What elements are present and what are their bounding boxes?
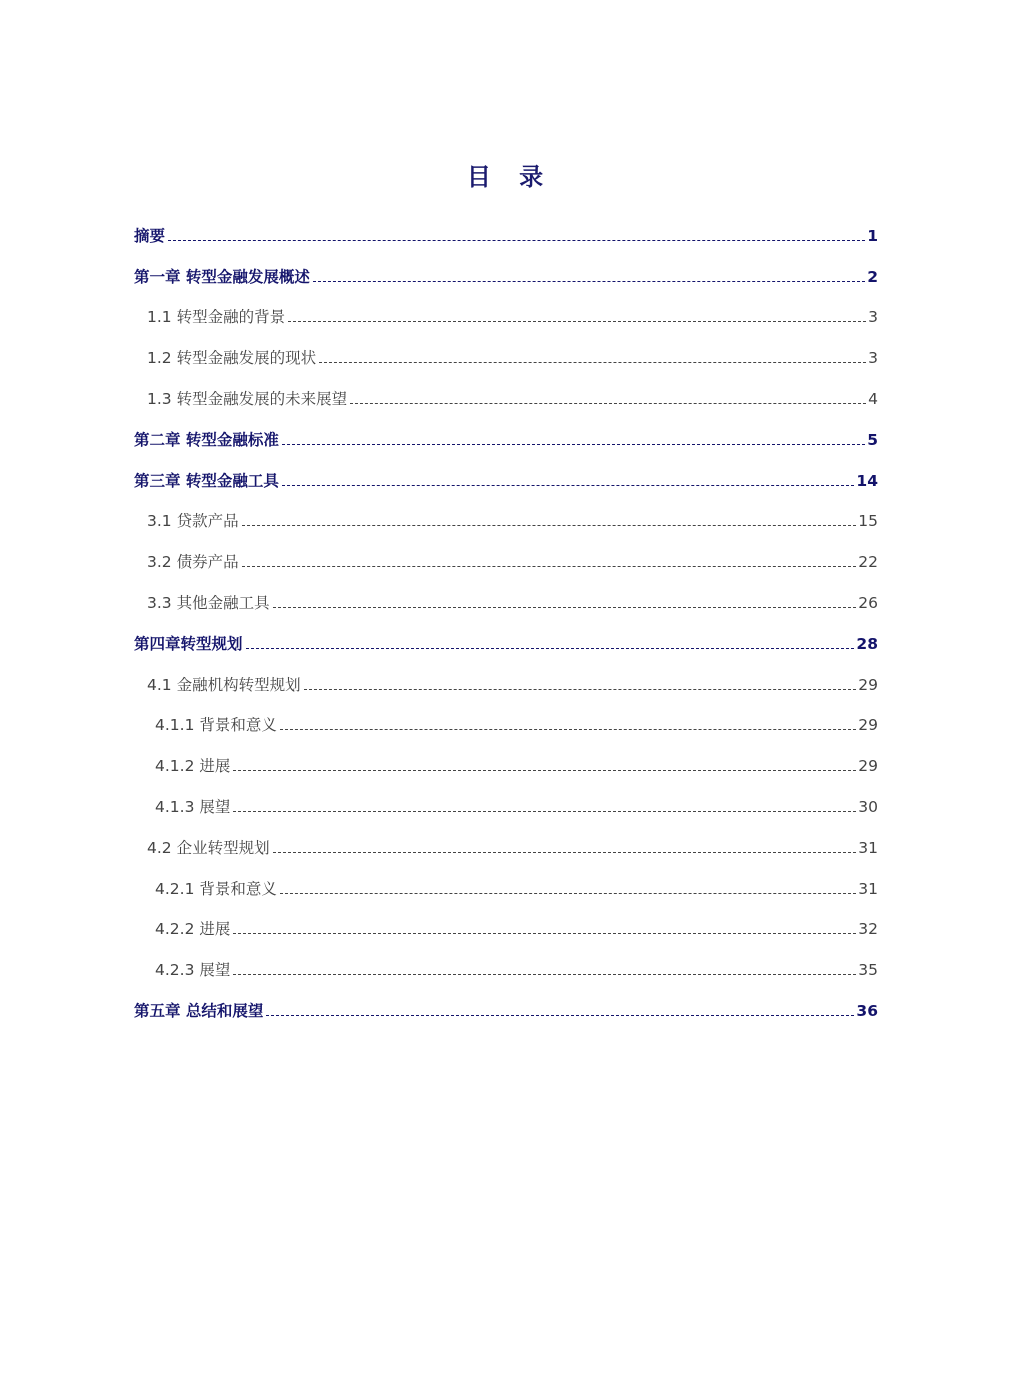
dotted-leader [304, 689, 857, 690]
toc-page-number: 4 [868, 389, 878, 408]
toc-entry-label: 3.1 贷款产品 [147, 512, 239, 531]
toc-entry[interactable] [134, 293, 878, 334]
toc-page-number: 1 [867, 226, 878, 245]
dotted-leader [319, 362, 866, 363]
toc-entry-label: 4.2.2 进展 [155, 920, 231, 939]
toc-entry-label: 4.2.1 背景和意义 [155, 879, 277, 898]
toc-entry-label: 第四章转型规划 [134, 634, 243, 653]
toc-entry-label: 第五章 总结和展望 [134, 1001, 264, 1020]
toc-page-number: 31 [858, 879, 878, 898]
dotted-leader [280, 893, 856, 894]
toc-entry[interactable] [134, 456, 878, 497]
toc-entry-label: 第三章 转型金融工具 [134, 471, 279, 490]
dotted-leader [350, 403, 866, 404]
toc-entry-label: 1.2 转型金融发展的现状 [147, 349, 317, 368]
dotted-leader [242, 566, 857, 567]
dotted-leader [246, 648, 855, 649]
toc-page-number: 36 [856, 1001, 878, 1020]
toc-page-number: 22 [858, 553, 878, 572]
toc-entry-label: 3.3 其他金融工具 [147, 593, 270, 612]
toc-entry[interactable] [134, 619, 878, 660]
toc-entry-label: 4.1.2 进展 [155, 757, 231, 776]
toc-entry-label: 第二章 转型金融标准 [134, 430, 279, 449]
toc-entry-label: 1.1 转型金融的背景 [147, 308, 286, 327]
toc-entry[interactable] [134, 986, 878, 1027]
toc-entry-label: 摘要 [134, 226, 166, 245]
toc-entry[interactable] [134, 945, 878, 986]
toc-page-number: 26 [858, 593, 878, 612]
toc-page-number: 15 [858, 512, 878, 531]
toc-page-number: 29 [858, 757, 878, 776]
toc-entry-label: 4.2.3 展望 [155, 961, 231, 980]
dotted-leader [233, 974, 856, 975]
toc-entry[interactable] [134, 701, 878, 742]
dotted-leader [282, 444, 865, 445]
toc-page-number: 2 [867, 267, 878, 286]
toc-title: 目 录 [466, 163, 554, 191]
dotted-leader [313, 281, 865, 282]
toc-entry[interactable] [134, 578, 878, 619]
toc-entry[interactable] [134, 211, 878, 252]
toc-entry[interactable] [134, 415, 878, 456]
toc-entry-label: 4.1 金融机构转型规划 [147, 675, 301, 694]
toc-page-number: 31 [858, 838, 878, 857]
toc-entry[interactable] [134, 905, 878, 946]
toc-entry-label: 4.2 企业转型规划 [147, 838, 270, 857]
toc-entry[interactable] [134, 782, 878, 823]
toc-entry-label: 4.1.3 展望 [155, 797, 231, 816]
dotted-leader [280, 729, 856, 730]
dotted-leader [282, 485, 855, 486]
toc-entry[interactable] [134, 823, 878, 864]
toc-entry-label: 4.1.1 背景和意义 [155, 716, 277, 735]
toc-entry[interactable] [134, 374, 878, 415]
dotted-leader [168, 240, 865, 241]
toc-entry[interactable] [134, 333, 878, 374]
toc-page-number: 28 [856, 634, 878, 653]
toc-entry[interactable] [134, 252, 878, 293]
toc-page-number: 30 [858, 797, 878, 816]
toc-entry[interactable] [134, 864, 878, 905]
dotted-leader [273, 607, 857, 608]
dotted-leader [288, 321, 866, 322]
dotted-leader [273, 852, 857, 853]
toc-page-number: 29 [858, 716, 878, 735]
dotted-leader [233, 770, 856, 771]
toc-page-number: 3 [868, 308, 878, 327]
toc-entry[interactable] [134, 497, 878, 538]
dotted-leader [233, 811, 856, 812]
toc-page-number: 29 [858, 675, 878, 694]
dotted-leader [266, 1015, 854, 1016]
toc-entry-label: 1.3 转型金融发展的未来展望 [147, 389, 348, 408]
table-of-contents [134, 211, 878, 1027]
toc-entry[interactable] [134, 741, 878, 782]
toc-page-number: 5 [867, 430, 878, 449]
toc-entry-label: 第一章 转型金融发展概述 [134, 267, 310, 286]
toc-entry-label: 3.2 债券产品 [147, 553, 239, 572]
dotted-leader [242, 525, 857, 526]
toc-entry[interactable] [134, 537, 878, 578]
toc-page-number: 14 [856, 471, 878, 490]
dotted-leader [233, 933, 856, 934]
toc-page-number: 32 [858, 920, 878, 939]
toc-page-number: 35 [858, 961, 878, 980]
toc-entry[interactable] [134, 660, 878, 701]
toc-page-number: 3 [868, 349, 878, 368]
